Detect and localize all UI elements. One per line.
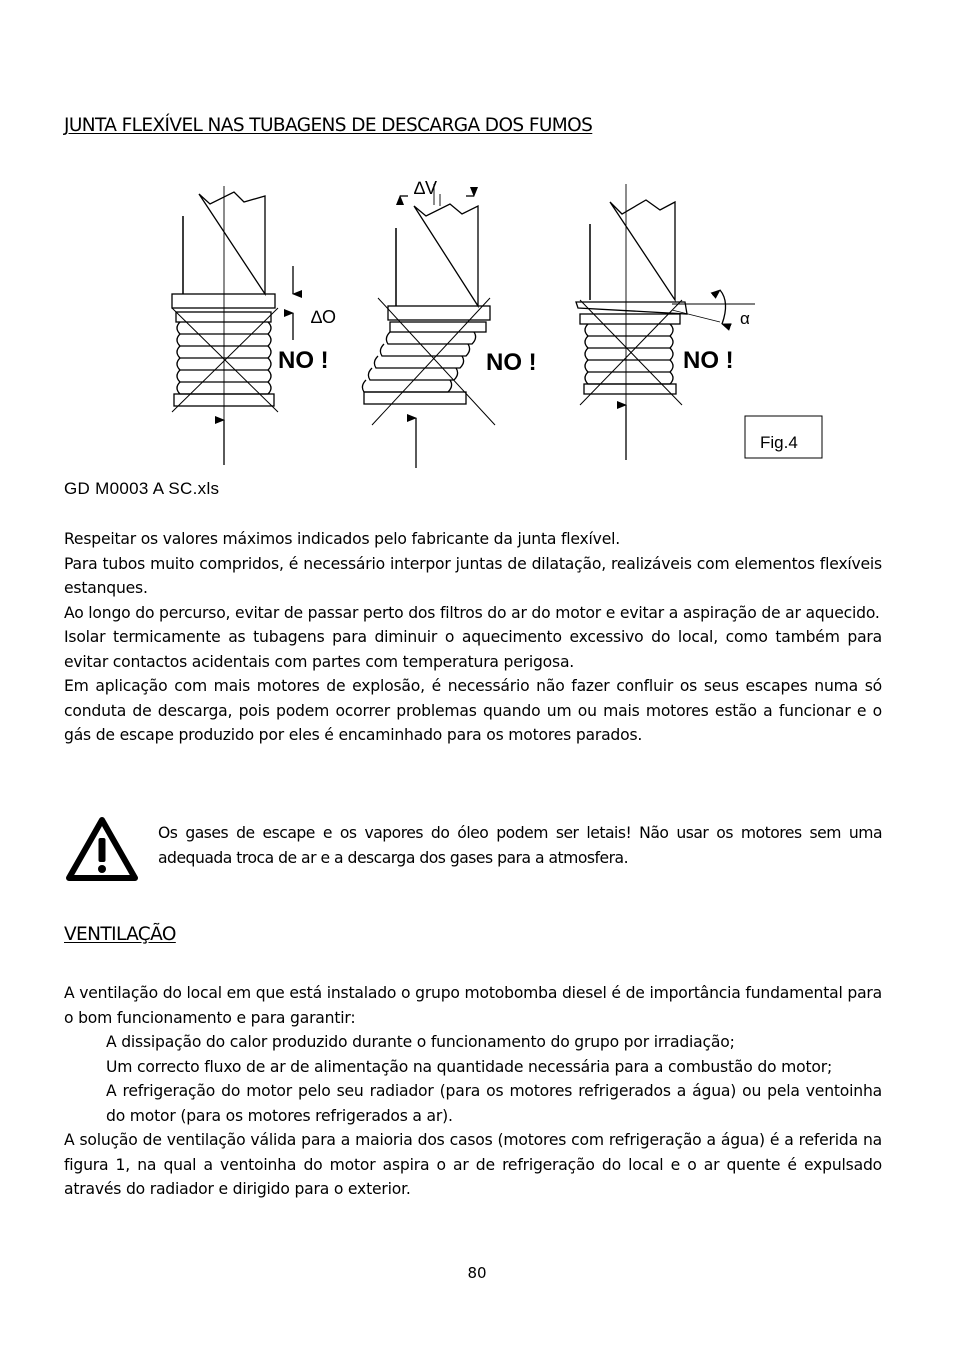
diagram-1 bbox=[172, 186, 293, 465]
paragraph: Para tubos muito compridos, é necessário interpor juntas de dilatação, realizáveis com elementos flexíveis estanques. bbox=[64, 554, 882, 597]
no-label-1: NO ! bbox=[278, 347, 329, 374]
no-label-3: NO ! bbox=[683, 347, 734, 374]
diagram-2 bbox=[362, 184, 495, 468]
diagram-2-bellows bbox=[362, 332, 475, 392]
paragraph: Respeitar os valores máximos indicados pelo fabricante da junta flexível. bbox=[64, 530, 620, 548]
list-item: A refrigeração do motor pelo seu radiador (para os motores refrigerados a água) ou pela ventoinha do motor (para os motores refrigerados a ar). bbox=[106, 1082, 882, 1125]
delta-v-label: ∆V bbox=[414, 178, 438, 198]
paragraph-block-exhaust bbox=[64, 527, 882, 748]
delta-o-label: ∆O bbox=[311, 307, 337, 327]
paragraph-closing: A solução de ventilação válida para a maioria dos casos (motores com refrigeração a água) é a referida na figura 1, na qual a ventoinha do motor aspira o ar de refrigeração do local e o ar quente é expulsado através do radiador e dirigido para o exterior. bbox=[64, 1131, 882, 1198]
paragraph-intro: A ventilação do local em que está instalado o grupo motobomba diesel é de importância fundamental para o bom funcionamento e para garantir: bbox=[64, 984, 882, 1027]
section-heading-ventilation: VENTILAÇÃO bbox=[64, 924, 176, 945]
section-heading-flexible-joint: JUNTA FLEXÍVEL NAS TUBAGENS DE DESCARGA DOS FUMOS bbox=[64, 115, 593, 136]
figure-source-code: GD M0003 A SC.xls bbox=[64, 479, 220, 498]
diagram-svg bbox=[150, 170, 840, 475]
paragraph: Em aplicação com mais motores de explosão, é necessário não fazer confluir os seus escapes numa só conduta de descarga, pois podem ocorrer problemas quando um ou mais motores estão a funcionar e o gás de escape produzido por eles é encaminhado para os motores parados. bbox=[64, 677, 882, 744]
figure-4-flexible-joint-diagram bbox=[150, 170, 840, 475]
no-label-2: NO ! bbox=[486, 349, 537, 376]
warning-triangle-icon bbox=[66, 816, 138, 882]
warning-text: Os gases de escape e os vapores do óleo podem ser letais! Não usar os motores sem uma adequada troca de ar e a descarga dos gases para a atmosfera. bbox=[158, 824, 882, 867]
alpha-label: α bbox=[740, 309, 750, 328]
page-number: 80 bbox=[467, 1264, 487, 1282]
list-item: A dissipação do calor produzido durante o funcionamento do grupo por irradiação; bbox=[106, 1033, 735, 1051]
paragraph: Ao longo do percurso, evitar de passar perto dos filtros do ar do motor e evitar a aspiração de ar aquecido. bbox=[64, 603, 880, 622]
paragraph: Isolar termicamente as tubagens para diminuir o aquecimento excessivo do local, como também para evitar contactos acidentais com partes com temperatura perigosa. bbox=[64, 628, 882, 671]
diagram-3 bbox=[576, 184, 755, 460]
list-item: Um correcto fluxo de ar de alimentação na quantidade necessária para a combustão do motor; bbox=[106, 1057, 832, 1076]
warning-notice bbox=[64, 814, 882, 884]
paragraph-block-ventilation bbox=[64, 981, 882, 1202]
fig-4-label: Fig.4 bbox=[760, 433, 798, 452]
